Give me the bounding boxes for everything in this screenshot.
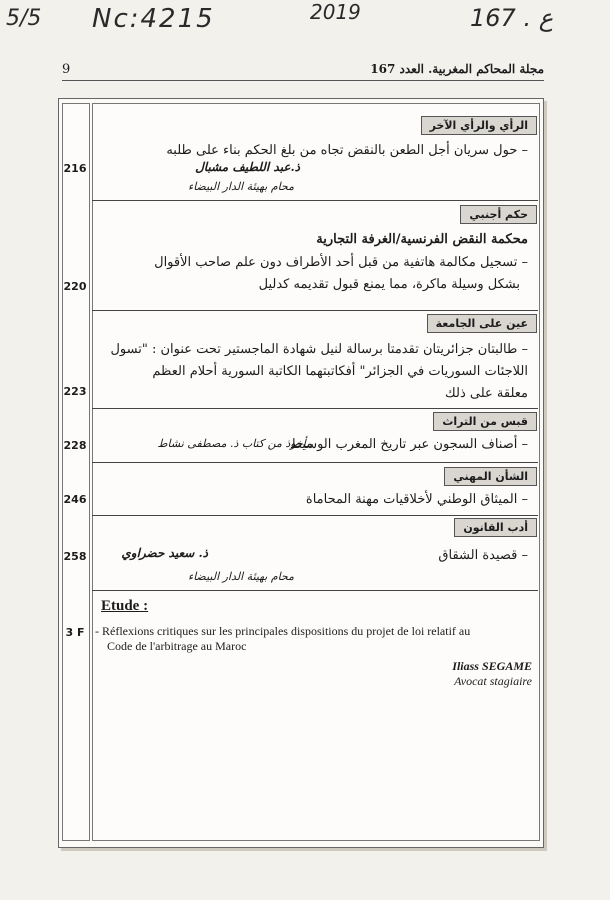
handwritten-page-count: 5/5	[6, 6, 42, 31]
entry-page-number: 246	[63, 493, 87, 506]
handwritten-issue: 167 . ع	[470, 4, 554, 32]
section-divider	[92, 408, 538, 409]
journal-title: مجلة المحاكم المغربية. العدد 167	[370, 62, 544, 76]
section-label: عين على الجامعة	[427, 314, 537, 333]
section-divider	[92, 462, 538, 463]
entry-line: بشكل وسيلة ماكرة، مما يمنع قبول تقديمه كدليل	[258, 277, 520, 292]
entry-line: – أصناف السجون عبر تاريخ المغرب الوسيط	[289, 437, 528, 452]
etude-page-number: 3 F	[65, 626, 85, 639]
etude-line: - Réflexions critiques sur les principales dispositions du projet de loi relatif au	[95, 624, 471, 638]
etude-entry	[95, 624, 535, 654]
entry-line: – تسجيل مكالمة هاتفية من قبل أحد الأطراف دون علم صاحب الأقوال	[154, 255, 528, 270]
entry-author: ذ.عبد اللطيف مشبال	[195, 160, 300, 174]
handwritten-reference: Nc:4215	[92, 4, 215, 34]
section-label: الرأي والرأي الآخر	[421, 116, 537, 135]
entry-page-number: 228	[63, 439, 87, 452]
entry-line: اللاجئات السوريات في الجزائر" أفكاتبتهما الكاتبة السورية أحلام العظم	[152, 364, 528, 379]
entry-heading: محكمة النقض الفرنسية/الغرفة التجارية	[316, 232, 528, 247]
etude-author-block	[452, 659, 532, 689]
entry-page-number: 220	[63, 280, 87, 293]
entry-line: – طالبتان جزائريتان تقدمتا برسالة لنيل شهادة الماجستير تحت عنوان : "تسول	[110, 342, 528, 357]
section-divider	[92, 515, 538, 516]
entry-page-number: 216	[63, 162, 87, 175]
entry-line: معلقة على ذلك	[445, 386, 528, 401]
handwritten-year: 2019	[310, 0, 361, 24]
section-divider	[92, 310, 538, 311]
entry-affiliation: محام بهيئة الدار البيضاء	[188, 570, 294, 583]
entry-line: – قصيدة الشقاق	[438, 548, 528, 563]
entry-author: ذ. سعيد حضراوي	[121, 546, 208, 560]
entry-line: – حول سريان أجل الطعن بالنقض تجاه من بلغ الحكم بناء على طلبه	[166, 143, 528, 158]
section-label: قبس من التراث	[433, 412, 537, 431]
entry-page-number: 258	[63, 550, 87, 563]
running-header	[62, 60, 544, 81]
etude-author-name: Iliass SEGAME	[452, 659, 532, 673]
page-number-column	[62, 103, 90, 841]
etude-line: Code de l'arbitrage au Maroc	[107, 639, 247, 653]
entry-line: – الميثاق الوطني لأخلاقيات مهنة المحاماة	[305, 492, 528, 507]
section-label: حكم أجنبي	[460, 205, 537, 224]
etude-title: Etude :	[101, 598, 149, 614]
entry-source: مأخوذ من كتاب ذ. مصطفى نشاط	[157, 437, 312, 450]
page-number: 9	[62, 62, 71, 77]
section-divider	[92, 200, 538, 201]
entry-page-number: 223	[63, 385, 87, 398]
section-label: أدب القانون	[454, 518, 537, 537]
entry-affiliation: محام بهيئة الدار البيضاء	[188, 180, 294, 193]
section-label: الشأن المهني	[444, 467, 537, 486]
etude-author-role: Avocat stagiaire	[454, 674, 532, 688]
section-divider	[92, 590, 538, 591]
